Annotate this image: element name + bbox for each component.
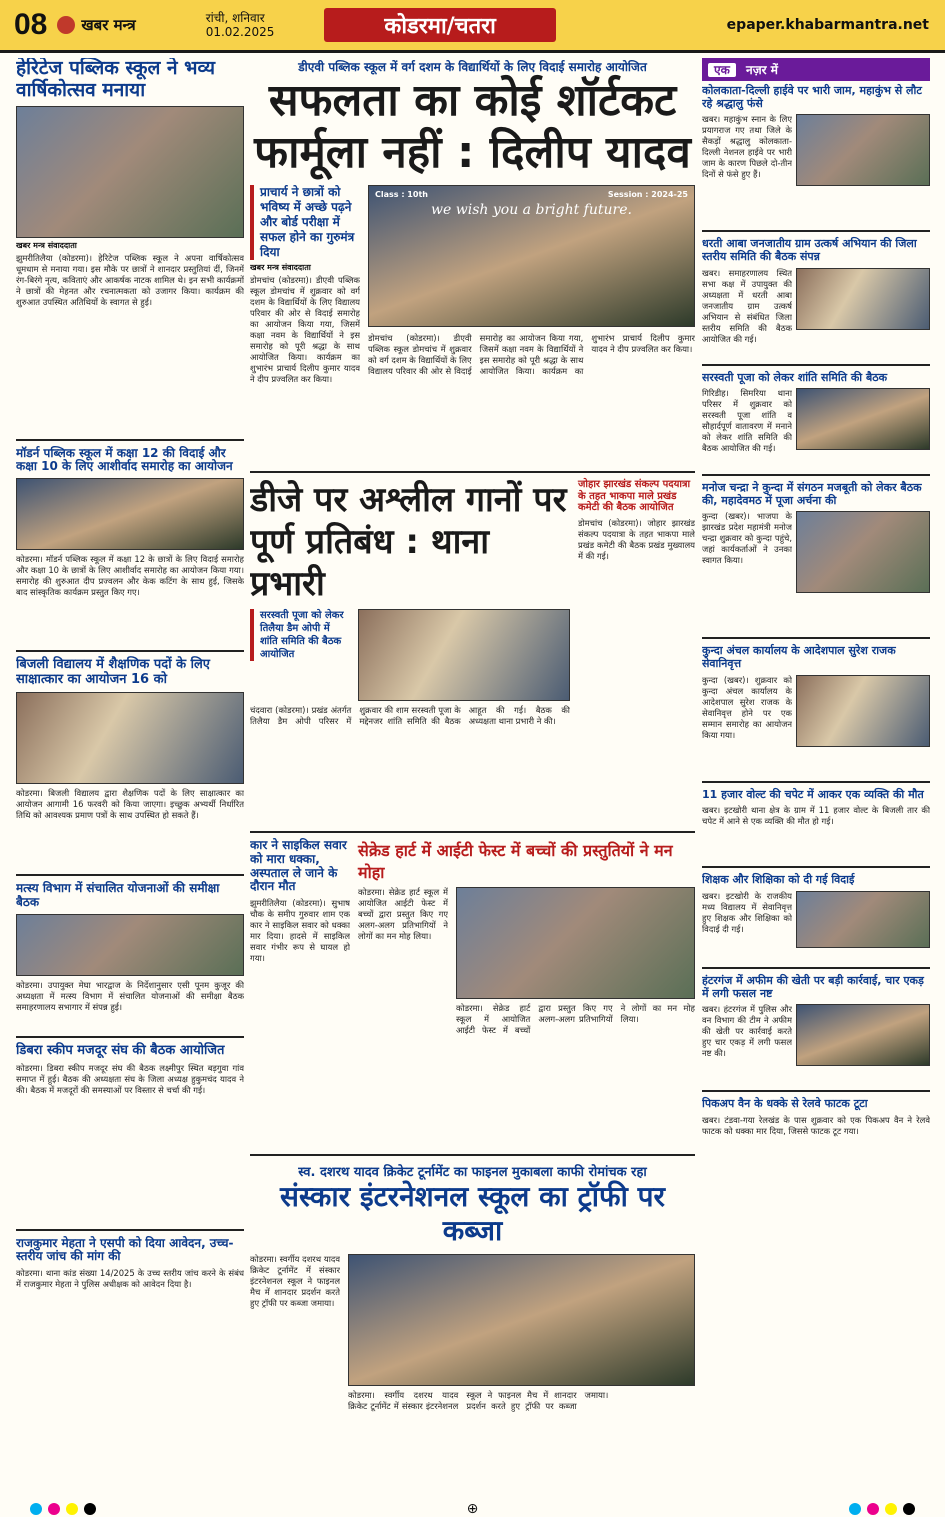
middle-headline-2: डीजे पर अश्लील गानों पर पूर्ण प्रतिबंध : थाना प्रभारी: [250, 480, 567, 604]
middle-body-1: डोमचांच (कोडरमा)। डीएवी पब्लिक स्कूल डोमचांच में शुक्रवार को वर्ग दशम के विद्यार्थियों के लिए विद्यालय परिवार की ओर से विदाई समारोह का आयोजन किया गया, जिसमें कक्षा नवम के विद्यार्थियों ने इस समारोह को पूरी श्रद्धा के साथ आयोजित किया। कार्यक्रम का शुभारंभ प्राचार्य दिलीप कुमार यादव ने दीप प्रज्वलित कर किया।: [250, 275, 360, 384]
right-story-5-headline: कुन्दा अंचल कार्यालय के आदेशपाल सुरेश राजक सेवानिवृत्त: [702, 644, 896, 671]
right-story-5-body: कुन्दा (खबर)। शुक्रवार को कुन्दा अंचल कार्यालय के आदेशपाल सुरेश राजक के सेवानिवृत्त होने पर एक सम्मान समारोह का आयोजन किया गया।: [702, 674, 792, 740]
date-line-1: रांची, शनिवार: [205, 11, 265, 25]
middle-story-4: [250, 1254, 695, 1484]
left-story-6-headline: राजकुमार मेहता ने एसपी को दिया आवेदन, उच्च-स्तरीय जांच की मांग की: [16, 1235, 234, 1264]
left-story-1-photo: [16, 106, 244, 238]
divider: [16, 874, 244, 876]
right-story-7-body: खबर। इटखोरी के राजकीय मध्य विद्यालय में सेवानिवृत्त हुए शिक्षक और शिक्षिका को विदाई दी गई।: [702, 891, 792, 935]
right-story-8-headline: हंटरगंज में अफीम की खेती पर बड़ी कार्रवाई, चार एकड़ में लगी फसल नष्ट: [702, 974, 924, 1000]
middle-photo-1: [368, 185, 695, 327]
brand-logo-icon: [57, 16, 75, 34]
right-story-3-photo: [796, 388, 930, 450]
right-story-6-headline: 11 हजार वोल्ट की चपेट में आकर एक व्यक्ति की मौत: [702, 787, 924, 801]
divider: [250, 471, 695, 473]
left-story-3-headline: बिजली विद्यालय में शैक्षणिक पदों के लिए साक्षात्कार का आयोजन 16 को: [16, 657, 210, 688]
right-story-4-headline: मनोज चन्द्रा ने कुन्दा में संगठन मजबूती को लेकर बैठक की, महादेवमठ में पूजा अर्चना की: [702, 481, 922, 507]
right-story-1-headline: कोलकाता-दिल्ली हाईवे पर भारी जाम, महाकुंभ से लौट रहे श्रद्धालु फंसे: [702, 84, 922, 110]
middle-story-3: [358, 839, 695, 1148]
nazar-banner: [702, 58, 930, 81]
middle-side-headline: जोहार झारखंड संकल्प पदयात्रा के तहत भाकपा माले प्रखंड कमेटी की बैठक आयोजित: [578, 479, 691, 513]
divider: [16, 439, 244, 441]
black-dot-icon: [84, 1503, 96, 1515]
left-story-2-body: कोडरमा। मॉडर्न पब्लिक स्कूल में कक्षा 12 के छात्रों के लिए विदाई समारोह और कक्षा 10 के छात्रों के लिए आशीर्वाद समारोह का आयोजन किया गया। समारोह की शुरुआत दीप प्रज्वलन और केक कटिंग के साथ हुई, जिसके बाद सांस्कृतिक कार्यक्रम प्रस्तुत किए गए।: [16, 554, 244, 598]
left-story-5-headline: डिबरा स्कीप मजदूर संघ की बैठक आयोजित: [16, 1042, 225, 1058]
middle-blurb-1: प्राचार्य ने छात्रों को भविष्य में अच्छे पढ़ने और बोर्ड परीक्षा में सफल होने का गुरुमंत्र दिया: [250, 185, 360, 260]
right-story-1-photo: [796, 114, 930, 186]
middle-body-3: कोडरमा। सेक्रेड हार्ट स्कूल में आयोजित आईटी फेस्ट में बच्चों द्वारा प्रस्तुत किए गए अलग-अलग प्रतिभागियों ने लोगों का मन मोह लिया।: [358, 887, 448, 941]
middle-photo-2: [358, 609, 570, 701]
right-story-2-body: खबर। समाहरणालय स्थित सभा कक्ष में उपायुक्त की अध्यक्षता में धरती आबा जनजातीय ग्राम उत्कर्ष अभियान से संबंधित जिला स्तरीय समिति की बैठक आयोजित की गई।: [702, 267, 792, 344]
middle-story-3-content: [358, 887, 695, 1127]
middle-sidecol-body: झुमरीतिलैया (कोडरमा)। सुभाष चौक के समीप गुरुवार शाम एक कार ने साइकिल सवार को धक्का मार दिया। हादसे में साइकिल सवार गंभीर रूप से घायल हो गया।: [250, 898, 350, 964]
right-story-7-photo: [796, 891, 930, 948]
middle-blurb-2: सरस्वती पूजा को लेकर तिलैया डैम ओपी में शांति समिति की बैठक आयोजित: [250, 609, 350, 661]
middle-byline-1: खबर मन्त्र संवाददाता: [250, 263, 311, 272]
nazar-label: नज़र में: [746, 63, 778, 77]
left-story-3-body: कोडरमा। बिजली विद्यालय द्वारा शैक्षणिक पदों के लिए साक्षात्कार का आयोजन आगामी 16 फरवरी को किया जाएगा। इच्छुक अभ्यर्थी निर्धारित तिथि को आवश्यक प्रमाण पत्रों के साथ उपस्थित हो सकते हैं।: [16, 788, 244, 821]
right-story-3: [702, 388, 930, 468]
right-story-4-photo: [796, 511, 930, 593]
left-story-1-body: झुमरीतिलैया (कोडरमा)। हेरिटेज पब्लिक स्कूल ने अपना वार्षिकोत्सव धूमधाम से मनाया गया। इस मौके पर छात्रों ने शानदार प्रस्तुतियां दीं, जिनमें रंग-बिरंगे नृत्य, कविताएं और आकर्षक नाटक शामिल थे। इन सभी कार्यक्रमों ने छात्रों की मेहनत और रचनात्मकता को उजागर किया। कार्यक्रम की शुरुआत उपस्थित अतिथियों के स्वागत से हुई।: [16, 252, 244, 307]
photo-session-label: Session : 2024-25: [607, 190, 688, 199]
middle-photo-3: [456, 887, 695, 999]
right-story-2: [702, 268, 930, 358]
right-story-3-headline: सरस्वती पूजा को लेकर शांति समिति की बैठक: [702, 370, 888, 384]
left-story-4-body: कोडरमा। उपायुक्त मेघा भारद्वाज के निर्देशानुसार एसी पूनम कुजूर की अध्यक्षता में मत्स्य विभाग में संचालित योजनाओं की समीक्षा बैठक समाहरणालय सभागार में संपन्न हुई।: [16, 979, 244, 1012]
photo-class-label: Class : 10th: [375, 190, 428, 199]
right-story-7-headline: शिक्षक और शिक्षिका को दी गई विदाई: [702, 873, 855, 887]
black-dot-icon: [903, 1503, 915, 1515]
left-story-4-headline: मत्स्य विभाग में संचालित योजनाओं की समीक्षा बैठक: [16, 881, 220, 909]
divider: [702, 1090, 930, 1092]
right-story-1-body: खबर। महाकुंभ स्नान के लिए प्रयागराज गए तथा जिले के सैकड़ों श्रद्धालु कोलकाता-दिल्ली नेशनल हाईवे पर भारी जाम के कारण पिछले दो-तीन दिनों से फंसे हुए हैं।: [702, 114, 792, 180]
divider: [250, 831, 695, 833]
left-story-1-byline: खबर मन्त्र संवाददाता: [16, 240, 77, 250]
left-column: [16, 58, 244, 1498]
cyan-dot-icon: [849, 1503, 861, 1515]
dateline: [206, 11, 275, 39]
right-story-2-headline: धरती आबा जनजातीय ग्राम उत्कर्ष अभियान की जिला स्तरीय समिति की बैठक संपन्न: [702, 237, 917, 263]
middle-story-2-left: [250, 609, 350, 701]
date-line-2: 01.02.2025: [205, 25, 275, 39]
masthead: [0, 0, 945, 53]
middle-story-3-row: [250, 839, 695, 1148]
section-title: कोडरमा/चतरा: [324, 8, 555, 42]
middle-side-story: [578, 479, 695, 825]
left-story-5-body: कोडरमा। डिबरा स्कीप मजदूर संघ की बैठक लक्ष्मीपुर स्थित बड़गुवा गांव समाप्त में हुई। बैठक की अध्यक्षता संघ के जिला अध्यक्ष हुकुमचंद यादव ने की। बैठक में मजदूरों की समस्याओं पर विस्तार से चर्चा की गई।: [16, 1062, 244, 1095]
magenta-dot-icon: [48, 1503, 60, 1515]
middle-headline-4: संस्कार इंटरनेशनल स्कूल का ट्रॉफी पर कब्जा: [280, 1180, 665, 1248]
brand-name: खबर मन्त्र: [81, 16, 136, 34]
divider: [702, 230, 930, 232]
left-story-3-photo: [16, 692, 244, 784]
middle-body-4: कोडरमा। स्वर्गीय दशरथ यादव क्रिकेट टूर्नामेंट में संस्कार इंटरनेशनल स्कूल ने फाइनल मैच में शानदार प्रदर्शन करते हुए ट्रॉफी पर कब्जा जमाया।: [250, 1254, 340, 1309]
divider: [702, 866, 930, 868]
middle-body-1-cont: डोमचांच (कोडरमा)। डीएवी पब्लिक स्कूल डोमचांच में शुक्रवार को वर्ग दशम के विद्यार्थियों के लिए विद्यालय परिवार की ओर से विदाई समारोह का आयोजन किया गया, जिसमें कक्षा नवम के विद्यार्थियों ने इस समारोह को पूरी श्रद्धा के साथ आयोजित किया। कार्यक्रम का शुभारंभ प्राचार्य दिलीप कुमार यादव ने दीप प्रज्वलित कर किया।: [368, 333, 695, 376]
middle-column: [250, 58, 695, 1498]
divider: [16, 650, 244, 652]
right-story-8: [702, 1004, 930, 1084]
divider: [702, 364, 930, 366]
magenta-dot-icon: [867, 1503, 879, 1515]
right-story-8-body: खबर। हंटरगंज में पुलिस और वन विभाग की टीम ने अफीम की खेती पर कार्रवाई करते हुए चार एकड़ में लगी फसल नष्ट की।: [702, 1004, 792, 1059]
brand: [57, 15, 135, 35]
middle-headline-3: सेक्रेड हार्ट में आईटी फेस्ट में बच्चों की प्रस्तुतियों ने मन मोहा: [358, 841, 673, 882]
left-story-6-body: कोडरमा। थाना कांड संख्या 14/2025 के उच्च स्तरीय जांच करने के संबंध में राजकुमार मेहता ने पुलिस अधीक्षक को आवेदन दिया है।: [16, 1268, 244, 1290]
middle-story-2-content: [250, 609, 570, 701]
nazar-ek-label: एक: [708, 63, 736, 77]
middle-story-1-left: [250, 185, 360, 465]
middle-headline-1: सफलता का कोई शॉर्टकट फार्मूला नहीं : दिलीप यादव: [254, 75, 691, 178]
right-story-1: [702, 114, 930, 224]
divider: [702, 967, 930, 969]
middle-story-3-right: [456, 887, 695, 1127]
left-story-2-headline: मॉडर्न पब्लिक स्कूल में कक्षा 12 की विदाई और कक्षा 10 के लिए आशीर्वाद समारोह का आयोजन: [16, 445, 233, 474]
divider: [702, 637, 930, 639]
middle-side-col: [250, 839, 350, 1148]
color-dots-right: [819, 1503, 945, 1515]
right-story-6-body: खबर। इटखोरी थाना क्षेत्र के ग्राम में 11 हजार वोल्ट के बिजली तार की चपेट में आने से एक व्यक्ति की मौत हो गई।: [702, 805, 930, 827]
middle-sidecol-headline: कार ने साइकिल सवार को मारा धक्का, अस्पताल ले जाने के दौरान मौत: [250, 838, 347, 894]
left-story-4-photo: [16, 914, 244, 976]
left-story-1-headline: हेरिटेज पब्लिक स्कूल ने भव्य वार्षिकोत्सव मनाया: [16, 58, 215, 101]
right-story-4: [702, 511, 930, 631]
middle-kicker-4: स्व. दशरथ यादव क्रिकेट टूर्नामेंट का फाइनल मुकाबला काफी रोमांचक रहा: [298, 1165, 647, 1181]
divider: [702, 781, 930, 783]
registration-crosshair-icon: ⊕: [466, 1500, 479, 1517]
right-story-9-body: खबर। टंडवा-गया रेलखंड के पास शुक्रवार को एक पिकअप वैन ने रेलवे फाटक को धक्का मार दिया, जिससे फाटक टूट गया।: [702, 1114, 930, 1136]
right-column: [702, 58, 930, 1498]
epaper-link[interactable]: epaper.khabarmantra.net: [726, 17, 929, 33]
divider: [250, 1154, 695, 1156]
divider: [702, 474, 930, 476]
middle-story-1: [250, 185, 695, 465]
left-story-2-photo: [16, 478, 244, 550]
page-number: 08: [14, 8, 48, 41]
middle-story-4-right: [348, 1254, 695, 1484]
middle-story-1-right: [368, 185, 695, 465]
right-story-3-body: गिरिडीह। सिमरिया थाना परिसर में शुक्रवार को सरस्वती पूजा शांति व सौहार्दपूर्ण वातावरण में मनाने को लेकर शांति समिति की बैठक आयोजित की गई।: [702, 388, 792, 454]
color-dots-left: [0, 1503, 126, 1515]
right-story-5: [702, 675, 930, 775]
divider: [16, 1229, 244, 1231]
right-story-8-photo: [796, 1004, 930, 1066]
middle-body-3-cont: कोडरमा। सेक्रेड हार्ट स्कूल में आयोजित आईटी फेस्ट में बच्चों द्वारा प्रस्तुत किए गए अलग-अलग प्रतिभागियों ने लोगों का मन मोह लिया।: [456, 1003, 695, 1035]
right-story-2-photo: [796, 268, 930, 330]
middle-story-2-row: [250, 479, 695, 825]
middle-kicker: डीएवी पब्लिक स्कूल में वर्ग दशम के विद्यार्थियों के लिए विदाई समारोह आयोजित: [298, 60, 647, 74]
middle-photo-4: [348, 1254, 695, 1386]
cyan-dot-icon: [30, 1503, 42, 1515]
middle-story-2: [250, 479, 570, 825]
right-story-9-headline: पिकअप वैन के धक्के से रेलवे फाटक टूटा: [702, 1097, 868, 1111]
yellow-dot-icon: [885, 1503, 897, 1515]
middle-body-2: चंदवारा (कोडरमा)। प्रखंड अंतर्गत तिलैया डैम ओपी परिसर में शुक्रवार की शाम सरस्वती पूजा के मद्देनजर शांति समिति की बैठक आहूत की गई। बैठक की अध्यक्षता थाना प्रभारी ने की।: [250, 705, 570, 726]
yellow-dot-icon: [66, 1503, 78, 1515]
middle-side-body: डोमचांच (कोडरमा)। जोहार झारखंड संकल्प पदयात्रा के तहत भाकपा माले प्रखंड कमेटी की बैठक प्रखंड मुख्यालय में की गई।: [578, 517, 695, 561]
divider: [16, 1036, 244, 1038]
photo-caption: we wish you a bright future.: [431, 202, 632, 218]
middle-body-4-cont: कोडरमा। स्वर्गीय दशरथ यादव क्रिकेट टूर्नामेंट में संस्कार इंटरनेशनल स्कूल ने फाइनल मैच में शानदार प्रदर्शन करते हुए ट्रॉफी पर कब्जा जमाया।: [348, 1390, 609, 1412]
print-marks: [0, 1500, 945, 1517]
right-story-4-body: कुन्दा (खबर)। भाजपा के झारखंड प्रदेश महामंत्री मनोज चन्द्रा शुक्रवार को कुन्दा पहुंचे, जहां कार्यकर्ताओं ने उनका स्वागत किया।: [702, 511, 792, 566]
right-story-5-photo: [796, 675, 930, 747]
right-story-7: [702, 891, 930, 961]
